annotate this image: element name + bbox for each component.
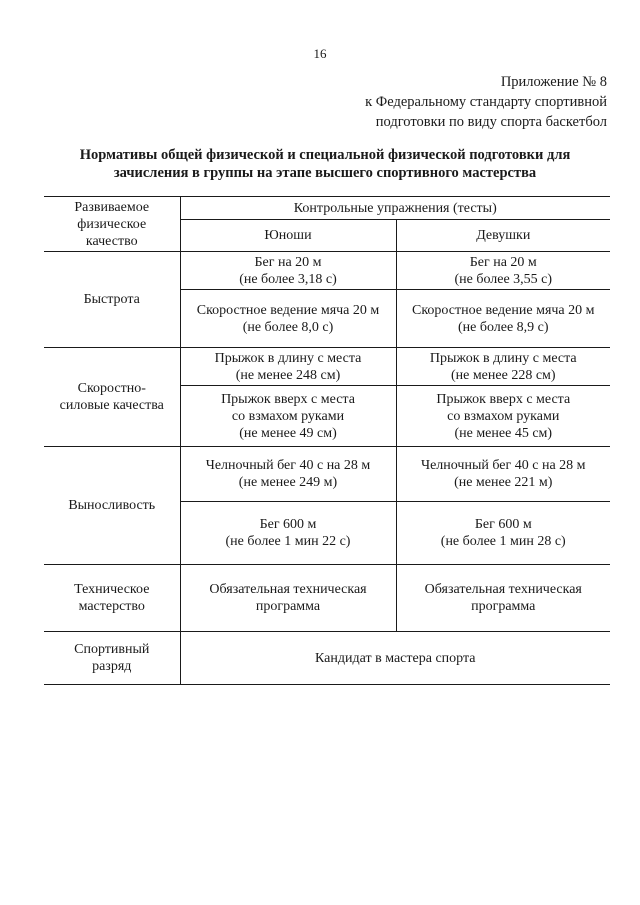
cell-line: (не менее 45 см)	[454, 425, 553, 441]
girls-cell	[396, 348, 610, 386]
cell-line: (не менее 49 см)	[239, 425, 337, 441]
cell-line: (не более 1 мин 22 с)	[225, 534, 351, 549]
table-row	[44, 565, 610, 632]
header-quality-line: Развиваемое	[74, 199, 150, 215]
cell-line: со взмахом руками	[447, 408, 560, 424]
quality-line: Выносливость	[68, 498, 156, 513]
boys-cell	[180, 565, 396, 632]
cell-line: (не более 3,18 с)	[239, 271, 337, 287]
page-number: 16	[313, 46, 327, 61]
quality-line: Быстрота	[83, 292, 140, 307]
cell-line: Челночный бег 40 с на 28 м	[205, 458, 371, 473]
cell-line: (не более 1 мин 28 с)	[440, 534, 566, 549]
quality-line: Скоростно-	[77, 381, 146, 396]
cell-line: (не более 8,9 с)	[457, 319, 549, 335]
quality-cell	[44, 565, 180, 632]
cell-line: (не менее 248 см)	[235, 367, 341, 383]
cell-line: Обязательная техническая	[209, 582, 367, 597]
header-tests: Контрольные упражнения (тесты)	[180, 197, 610, 220]
title-line-1: Нормативы общей физической и специальной физической подготовки для	[79, 147, 571, 163]
header-girls: Девушки	[396, 220, 610, 252]
boys-cell	[180, 290, 396, 348]
boys-cell	[180, 447, 396, 502]
quality-cell	[44, 447, 180, 565]
appendix-line-1: Приложение № 8	[500, 74, 607, 90]
cell-line: Бег 600 м	[474, 517, 532, 532]
header-quality-line: физическое	[77, 216, 147, 232]
cell-line: (не более 3,55 с)	[454, 271, 553, 287]
appendix-line-3: подготовки по виду спорта баскетбол	[375, 114, 607, 130]
cell-line: Скоростное ведение мяча 20 м	[196, 302, 380, 318]
document-title	[40, 146, 610, 182]
girls-cell	[396, 565, 610, 632]
cell-line: программа	[255, 599, 321, 614]
cell-line: (не более 8,0 с)	[242, 319, 334, 335]
header-quality-line: качество	[85, 233, 138, 249]
quality-line: разряд	[92, 659, 132, 674]
quality-line: Техническое	[74, 582, 150, 597]
boys-cell	[180, 348, 396, 386]
cell-line: Бег на 20 м	[254, 254, 322, 270]
cell-line: Скоростное ведение мяча 20 м	[412, 302, 595, 318]
quality-cell	[44, 348, 180, 447]
quality-line: мастерство	[78, 599, 145, 614]
appendix-line-2: к Федеральному стандарту спортивной	[365, 94, 607, 110]
title-line-2: зачисления в группы на этапе высшего спортивного мастерства	[113, 165, 537, 181]
cell-line: Прыжок вверх с места	[221, 391, 355, 407]
girls-cell	[396, 502, 610, 565]
girls-cell	[396, 447, 610, 502]
girls-cell	[396, 386, 610, 447]
cell-line: Прыжок в длину с места	[214, 350, 362, 366]
cell-line: Бег 600 м	[259, 517, 317, 532]
table-row	[44, 348, 610, 386]
cell-line: Челночный бег 40 с на 28 м	[420, 458, 586, 473]
rank-value: Кандидат в мастера спорта	[180, 632, 610, 685]
cell-line: со взмахом руками	[231, 408, 345, 424]
cell-line: программа	[471, 599, 536, 614]
quality-cell	[44, 252, 180, 348]
cell-line: Обязательная техническая	[424, 582, 582, 597]
cell-line: (не менее 221 м)	[454, 475, 553, 490]
girls-cell	[396, 252, 610, 290]
cell-line: (не менее 249 м)	[238, 475, 338, 490]
quality-line: Спортивный	[74, 642, 150, 657]
header-quality	[44, 197, 180, 252]
rank-row	[44, 632, 610, 685]
cell-line: (не менее 228 см)	[450, 367, 556, 383]
table-row	[44, 252, 610, 290]
boys-cell	[180, 252, 396, 290]
header-boys: Юноши	[180, 220, 396, 252]
quality-cell	[44, 632, 180, 685]
girls-cell	[396, 290, 610, 348]
cell-line: Прыжок вверх с места	[436, 391, 571, 407]
quality-line: силовые качества	[59, 398, 164, 413]
cell-line: Бег на 20 м	[469, 254, 537, 270]
boys-cell	[180, 386, 396, 447]
boys-cell	[180, 502, 396, 565]
table-row	[44, 447, 610, 502]
appendix-header	[365, 72, 607, 132]
norms-table	[44, 196, 610, 685]
header-row	[44, 197, 610, 220]
cell-line: Прыжок в длину с места	[429, 350, 577, 366]
